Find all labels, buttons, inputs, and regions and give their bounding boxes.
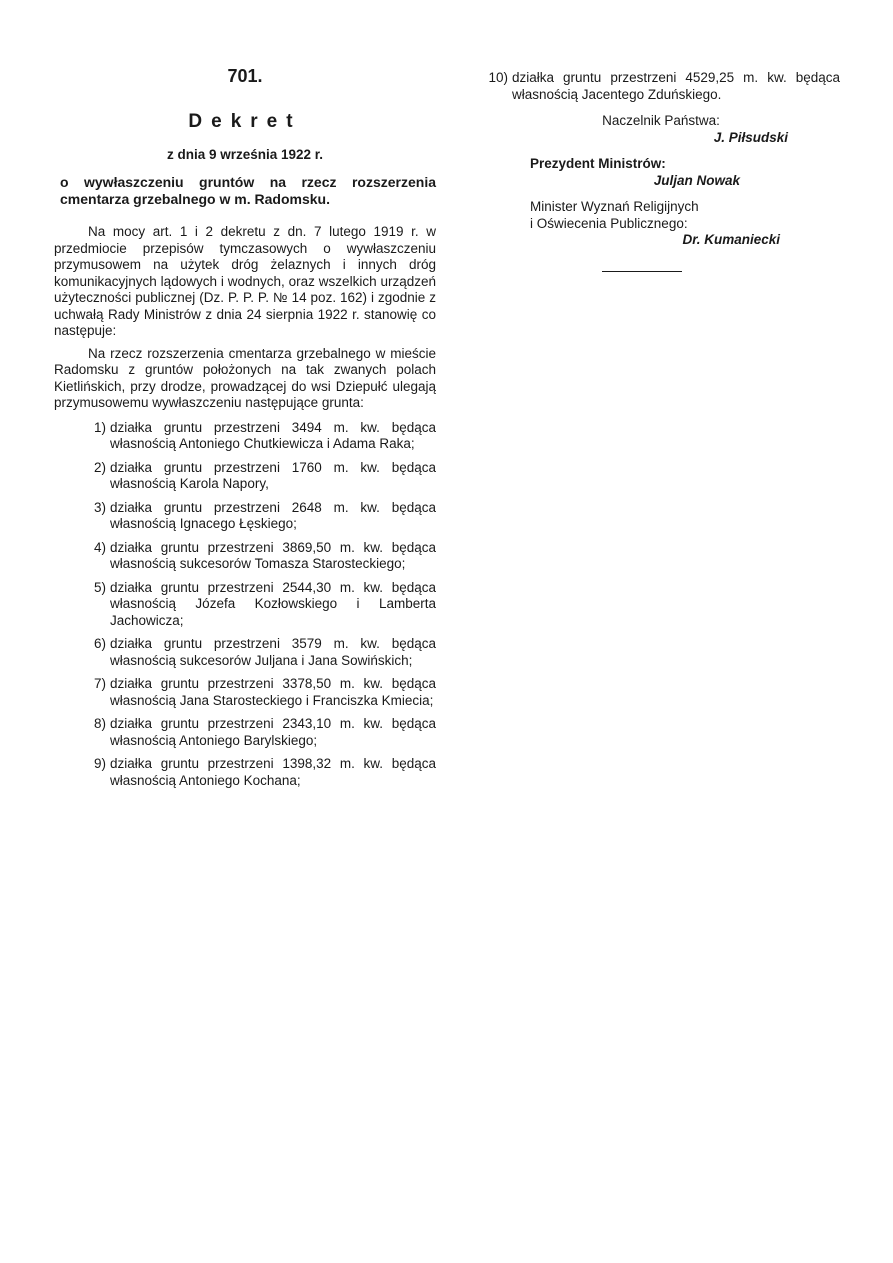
item-number: 10) [488,70,508,85]
item-text: działka gruntu przestrzeni 3869,50 m. kw. będąca własnością sukcesorów Tomasza Starosteckiego; [110,539,436,571]
list-item [54,716,436,749]
signature-minister [482,199,840,249]
signature-title-line: i Oświecenia Publicznego: [530,215,688,231]
list-item [54,676,436,709]
signature-title-line: Minister Wyznań Religijnych [530,199,699,214]
item-text: działka gruntu przestrzeni 3378,50 m. kw. będąca własnością Jana Starosteckiego i Franciszka Kmiecia; [110,676,436,708]
parcel-list-continued [482,70,840,103]
decree-subject: o wywłaszczeniu gruntów na rzecz rozszerzenia cmentarza grzebalnego w m. Radomsku. [60,174,436,207]
item-text: działka gruntu przestrzeni 3579 m. kw. będąca własnością sukcesorów Juljana i Jana Sowińskich; [110,636,436,668]
item-number: 8) [93,716,106,731]
parcel-list [54,420,436,790]
list-item [54,460,436,493]
list-item [54,500,436,533]
list-item [54,580,436,630]
signature-name: Dr. Kumaniecki [682,232,780,247]
decree-title: Dekret [188,111,302,132]
signature-title: Naczelnik Państwa: [602,113,720,128]
item-text: działka gruntu przestrzeni 2343,10 m. kw. będąca własnością Antoniego Barylskiego; [110,716,436,748]
signature-name: J. Piłsudski [713,129,788,145]
list-item [54,540,436,573]
item-text: działka gruntu przestrzeni 1398,32 m. kw. będąca własnością Antoniego Kochana; [110,756,436,788]
decree-date-text: z dnia 9 września 1922 r. [166,147,324,162]
item-number: 1) [93,419,106,435]
signature-prime-minister [482,156,840,189]
item-text: działka gruntu przestrzeni 3494 m. kw. będąca własnością Antoniego Chutkiewicza i Adama Raka; [110,419,436,451]
signature-title: Prezydent Ministrów: [530,156,666,171]
item-number: 7) [93,676,106,691]
paragraph-expropriation: Na rzecz rozszerzenia cmentarza grzebalnego w mieście Radomsku z gruntów położonych na tak zwanych polach Kietlińskich, przy drodze, prowadzącej do wsi Dziepułć ulegają przymusowemu wywłaszczeniu następujące grunta: [54,345,436,410]
item-number: 2) [93,459,106,475]
list-item [54,420,436,453]
item-text: działka gruntu przestrzeni 2648 m. kw. będąca własnością Ignacego Łęskiego; [110,499,436,531]
item-number: 6) [93,636,106,651]
signature-head-of-state [482,113,840,146]
item-number: 3) [93,499,106,515]
right-column [482,70,840,272]
item-number: 4) [93,539,106,555]
list-item [482,70,840,103]
page-number: 701. [227,66,263,86]
item-text: działka gruntu przestrzeni 4529,25 m. kw. będąca własnością Jacentego Zduńskiego. [512,70,840,102]
signatures [482,113,840,272]
list-item [54,636,436,669]
list-item [54,756,436,789]
item-number: 5) [93,579,106,595]
item-text: działka gruntu przestrzeni 2544,30 m. kw. będąca własnością Józefa Kozłowskiego i Lamberta Jachowicza; [110,579,436,628]
signature-name: Juljan Nowak [653,172,740,188]
decree-date [54,147,436,162]
left-column [54,66,436,796]
closing-rule [602,271,682,272]
item-text: działka gruntu przestrzeni 1760 m. kw. będąca własnością Karola Napory, [110,459,436,491]
item-number: 9) [93,756,106,771]
paragraph-legal-basis: Na mocy art. 1 i 2 dekretu z dn. 7 lutego 1919 r. w przedmiocie przepisów tymczasowych o wywłaszczeniu przymusowem na użytek dróg żelaznych i innych dróg komunikacyjnych lądowych i wodnych, oraz wszelkich urządzeń użyteczności publicznej (Dz. P. P. P. № 14 poz. 162) i zgodnie z uchwałą Rady Ministrów z dnia 24 sierpnia 1922 r. stanowię co następuje: [54,224,436,338]
